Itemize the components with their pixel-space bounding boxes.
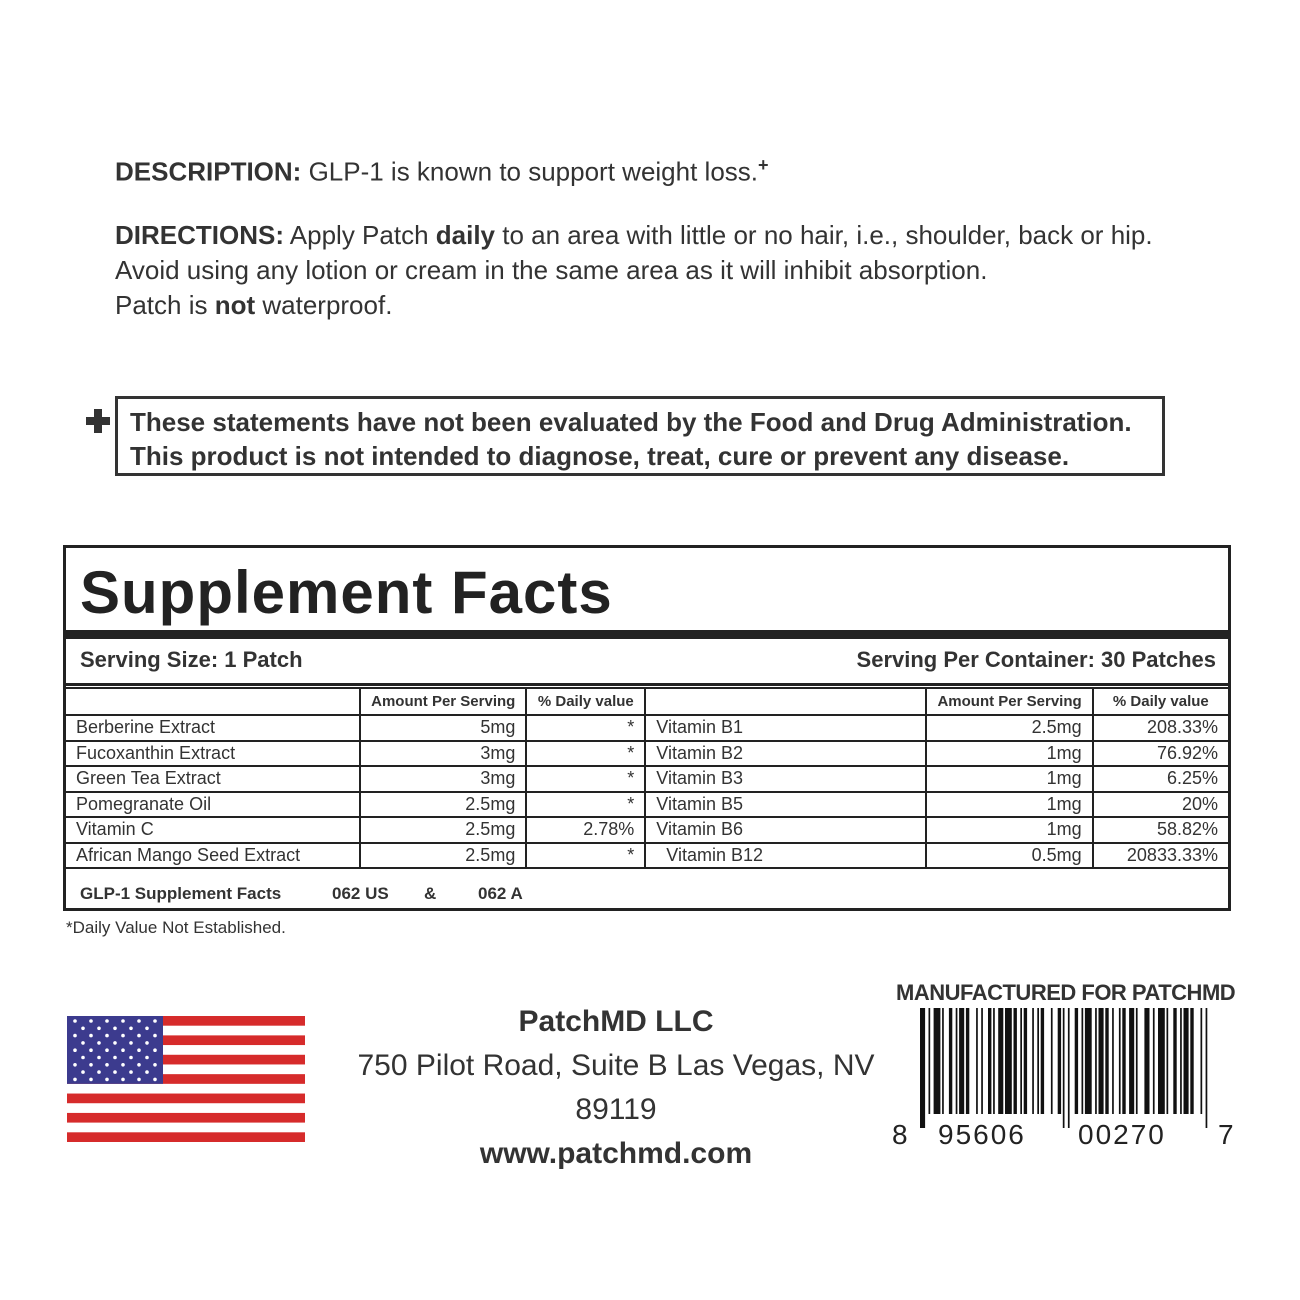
- table-row: [66, 792, 1228, 818]
- table-row: [66, 766, 1228, 792]
- amount: 5mg: [360, 715, 526, 741]
- amount: 0.5mg: [926, 843, 1092, 869]
- amount: 3mg: [360, 766, 526, 792]
- directions-line-2: Avoid using any lotion or cream in the same area as it will inhibit absorption.: [115, 255, 988, 285]
- us-flag-icon: [67, 1016, 305, 1142]
- barcode-digit-2: 7: [1218, 1119, 1234, 1150]
- ingredient-name: Green Tea Extract: [66, 766, 360, 792]
- directions-line-1: [115, 218, 1153, 253]
- facts-footer: [66, 882, 1228, 908]
- directions-emphasis: daily: [435, 220, 496, 250]
- description: [115, 148, 769, 190]
- amount: 3mg: [360, 741, 526, 767]
- serving-size: Serving Size: 1 Patch: [80, 647, 303, 672]
- supplement-facts-panel: [63, 545, 1231, 911]
- manufactured-label: MANUFACTURED FOR PATCHMD: [896, 980, 1236, 1005]
- ingredient-name: African Mango Seed Extract: [66, 843, 360, 869]
- daily-value: 20833.33%: [1093, 843, 1228, 869]
- serving-info: [66, 639, 1228, 686]
- directions-text: Patch is: [115, 290, 215, 320]
- daily-value: *: [526, 766, 645, 792]
- ingredient-name: Vitamin B12: [645, 843, 926, 869]
- facts-footer-code-1: 062 US: [332, 884, 389, 903]
- ingredient-name: Fucoxanthin Extract: [66, 741, 360, 767]
- facts-footer-name: GLP-1 Supplement Facts: [80, 884, 282, 903]
- daily-value-note: *Daily Value Not Established.: [66, 918, 286, 937]
- amount: 2.5mg: [360, 817, 526, 843]
- table-row: [66, 843, 1228, 869]
- ingredient-name: Vitamin B3: [645, 766, 926, 792]
- amount: 1mg: [926, 792, 1092, 818]
- barcode-icon: [890, 1008, 1240, 1158]
- ingredient-name: Pomegranate Oil: [66, 792, 360, 818]
- amount: 1mg: [926, 817, 1092, 843]
- serving-per-container: Serving Per Container: 30 Patches: [856, 647, 1216, 672]
- facts-table: [66, 687, 1228, 869]
- ingredient-name: Vitamin B5: [645, 792, 926, 818]
- fda-disclaimer: [115, 396, 1165, 476]
- amount: 2.5mg: [360, 843, 526, 869]
- supplement-facts-title: Supplement Facts: [66, 548, 1228, 639]
- disclaimer-line-2: This product is not intended to diagnose, treat, cure or prevent any disease.: [130, 441, 1070, 471]
- company-website: www.patchmd.com: [479, 1137, 753, 1170]
- description-text: GLP-1 is known to support weight loss.: [301, 156, 759, 187]
- company-info: [326, 1000, 906, 1176]
- header-cell: [66, 688, 360, 715]
- directions-emphasis: not: [214, 290, 256, 320]
- company-address: 750 Pilot Road, Suite B Las Vegas, NV 89119: [357, 1049, 875, 1126]
- table-row: [66, 715, 1228, 741]
- header-cell: Amount Per Serving: [360, 688, 526, 715]
- directions-text: to an area with little or no hair, i.e., shoulder, back or hip.: [495, 220, 1153, 250]
- ingredient-name: Vitamin B1: [645, 715, 926, 741]
- description-mark: +: [758, 155, 769, 175]
- table-row: [66, 741, 1228, 767]
- facts-header-row: [66, 688, 1228, 715]
- plus-icon: [83, 406, 113, 436]
- directions-label: DIRECTIONS:: [115, 220, 284, 250]
- amount: 2.5mg: [360, 792, 526, 818]
- amount: 1mg: [926, 766, 1092, 792]
- amount: 2.5mg: [926, 715, 1092, 741]
- barcode-digit-1: 8: [892, 1119, 908, 1150]
- daily-value: 208.33%: [1093, 715, 1228, 741]
- header-cell: Amount Per Serving: [926, 688, 1092, 715]
- ingredient-name: Vitamin B2: [645, 741, 926, 767]
- directions-text: waterproof.: [255, 290, 393, 320]
- header-cell: [645, 688, 926, 715]
- daily-value: 2.78%: [526, 817, 645, 843]
- header-cell: % Daily value: [1093, 688, 1228, 715]
- daily-value: 20%: [1093, 792, 1228, 818]
- ingredient-name: Vitamin C: [66, 817, 360, 843]
- table-row: [66, 817, 1228, 843]
- header-cell: % Daily value: [526, 688, 645, 715]
- daily-value: *: [526, 741, 645, 767]
- facts-footer-amp: &: [424, 884, 437, 903]
- description-label: DESCRIPTION:: [115, 156, 302, 187]
- directions-text: Apply Patch: [284, 220, 436, 250]
- daily-value: 58.82%: [1093, 817, 1228, 843]
- daily-value: *: [526, 792, 645, 818]
- daily-value: 76.92%: [1093, 741, 1228, 767]
- company-name: PatchMD LLC: [518, 1005, 714, 1038]
- daily-value: *: [526, 843, 645, 869]
- disclaimer-line-1: These statements have not been evaluated by the Food and Drug Administration.: [130, 407, 1132, 437]
- barcode-group-2: 00270: [1078, 1119, 1166, 1150]
- ingredient-name: Vitamin B6: [645, 817, 926, 843]
- facts-footer-code-2: 062 A: [478, 884, 523, 903]
- directions: [115, 218, 1153, 323]
- directions-line-3: [115, 288, 1153, 323]
- amount: 1mg: [926, 741, 1092, 767]
- daily-value: *: [526, 715, 645, 741]
- ingredient-name: Berberine Extract: [66, 715, 360, 741]
- daily-value: 6.25%: [1093, 766, 1228, 792]
- barcode-group-1: 95606: [938, 1119, 1026, 1150]
